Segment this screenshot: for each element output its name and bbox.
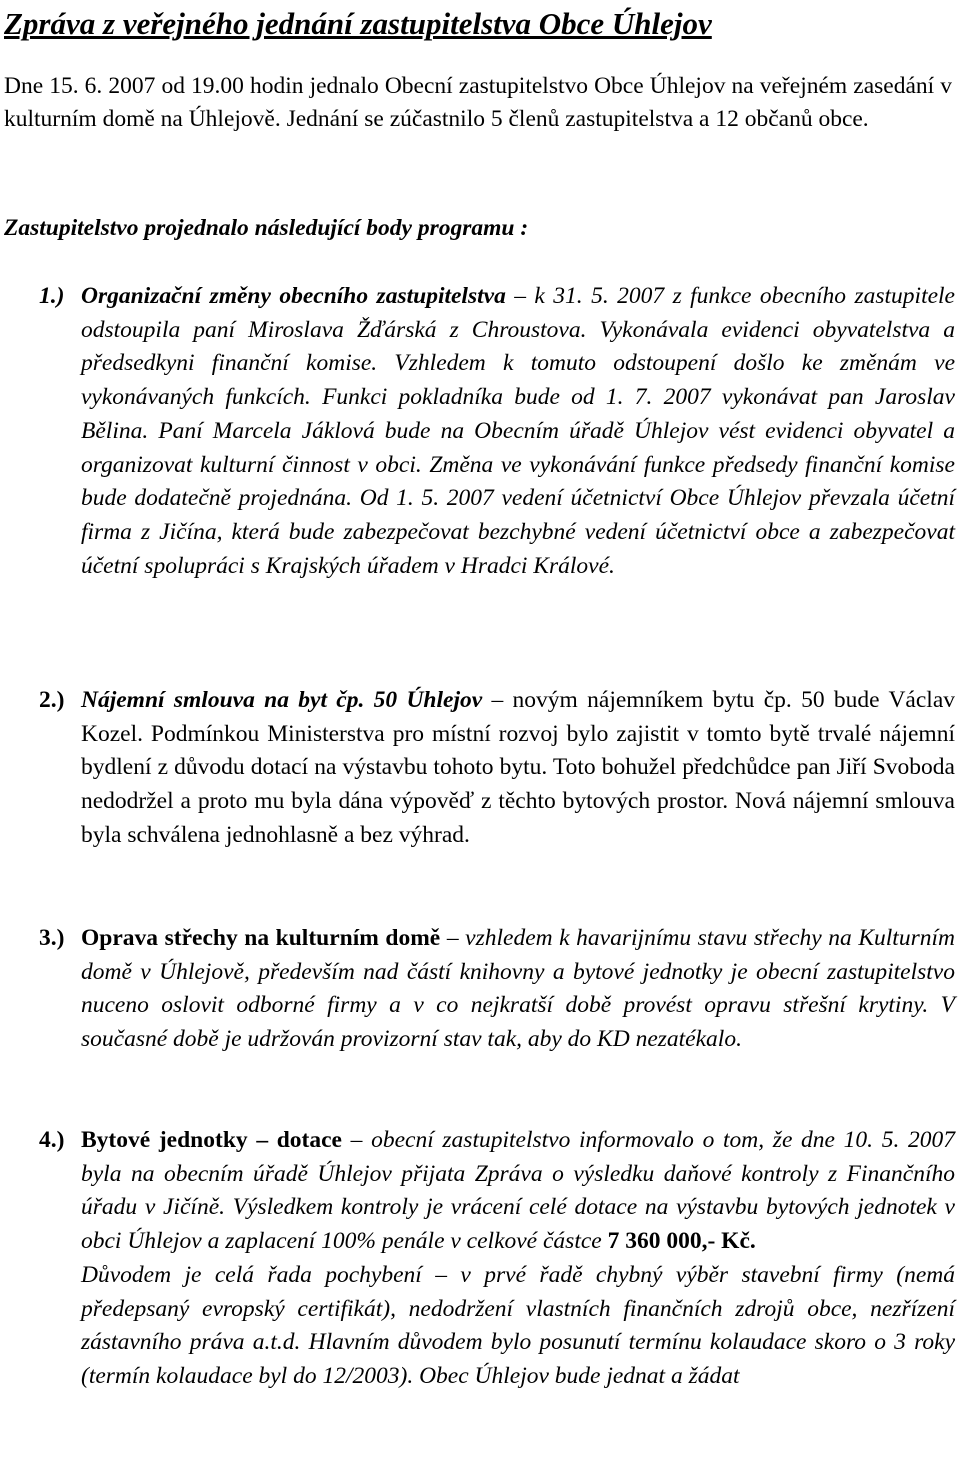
agenda-item-4 — [39, 1124, 955, 1394]
item-heading: Bytové jednotky – dotace — [81, 1127, 342, 1153]
item-number: 1.) — [39, 283, 65, 309]
item-text: – obecní zastupitelstvo informovalo o tom, že dne 10. 5. 2007 byla na obecním úřadě Úhlejov přijata Zpráva o výsledku daňové kontroly z Finančního úřadu v Jičíně. Výsledkem kontroly je vrácení celé dotace na výstavbu bytových jednotek v obci Úhlejov a zaplacení 100% penále v celkové částce — [81, 1127, 955, 1255]
item-text: – novým nájemníkem bytu čp. 50 bude Václav Kozel. Podmínkou Ministerstva pro místní rozvoj bylo zajistit v tomto bytě trvalé nájemní bydlení z důvodu dotací na výstavbu tohoto bytu. Toto bohužel předchůdce pan Jiří Svoboda nedodržel a proto mu byla dána výpověď z těchto bytových prostor. Nová nájemní smlouva byla schválena jednohlasně a bez výhrad. — [81, 687, 955, 848]
item-number: 2.) — [39, 687, 65, 713]
document-title: Zpráva z veřejného jednání zastupitelstva Obce Úhlejov — [4, 6, 712, 41]
item-number: 4.) — [39, 1127, 65, 1153]
item-text-continued: Důvodem je celá řada pochybení – v prvé řadě chybný výběr stavební firmy (nemá předepsaný evropský certifikát), nedodržení vlastních finančních zdrojů obce, nezřízení zástavního práva a.t.d. Hlavním důvodem bylo posunutí termínu kolaudace skoro o 3 roky (termín kolaudace byl do 12/2003). Obec Úhlejov bude jednat a žádat — [81, 1261, 955, 1389]
agenda-item-1 — [39, 280, 955, 583]
item-text: – vzhledem k havarijnímu stavu střechy na Kulturním domě v Úhlejově, především nad částí knihovny a bytové jednotky je obecní zastupitelstvo nuceno oslovit odborné firmy a v co nejkratší době provést opravu střešní krytiny. V současné době je udržován provizorní stav tak, aby do KD nezatékalo. — [81, 925, 955, 1053]
item-number: 3.) — [39, 925, 65, 951]
program-heading: Zastupitelstvo projednalo následující body programu : — [4, 215, 529, 241]
agenda-item-2 — [39, 684, 955, 853]
item-heading: Oprava střechy na kulturním domě — [81, 925, 441, 951]
agenda-item-3 — [39, 922, 955, 1057]
item-heading: Nájemní smlouva na byt čp. 50 Úhlejov — [81, 687, 483, 713]
penalty-amount: 7 360 000,- Kč. — [607, 1228, 756, 1255]
item-heading: Organizační změny obecního zastupitelstva — [81, 283, 506, 309]
item-text: – k 31. 5. 2007 z funkce obecního zastupitele odstoupila paní Miroslava Žďárská z Chroustova. Vykonávala evidenci obyvatelstva a předsedkyni finanční komise. Vzhledem k tomuto odstoupení došlo ke změnám ve vykonávaných funkcích. Funkci pokladníka bude od 1. 7. 2007 vykonávat pan Jaroslav Bělina. Paní Marcela Jáklová bude na Obecním úřadě Úhlejov vést evidenci obyvatel a organizovat kulturní činnost v obci. Změna ve vykonávání funkce předsedy finanční komise bude dodatečně projednána. Od 1. 5. 2007 vedení účetnictví Obce Úhlejov převzala účetní firma z Jičína, která bude zabezpečovat bezchybné vedení účetnictví obce a zabezpečovat účetní spolupráci s Krajských úřadem v Hradci Králové. — [81, 283, 955, 579]
intro-paragraph: Dne 15. 6. 2007 od 19.00 hodin jednalo Obecní zastupitelstvo Obce Úhlejov na veřejném zasedání v kulturním domě na Úhlejově. Jednání se zúčastnilo 5 členů zastupitelstva a 12 občanů obce. — [4, 73, 952, 133]
